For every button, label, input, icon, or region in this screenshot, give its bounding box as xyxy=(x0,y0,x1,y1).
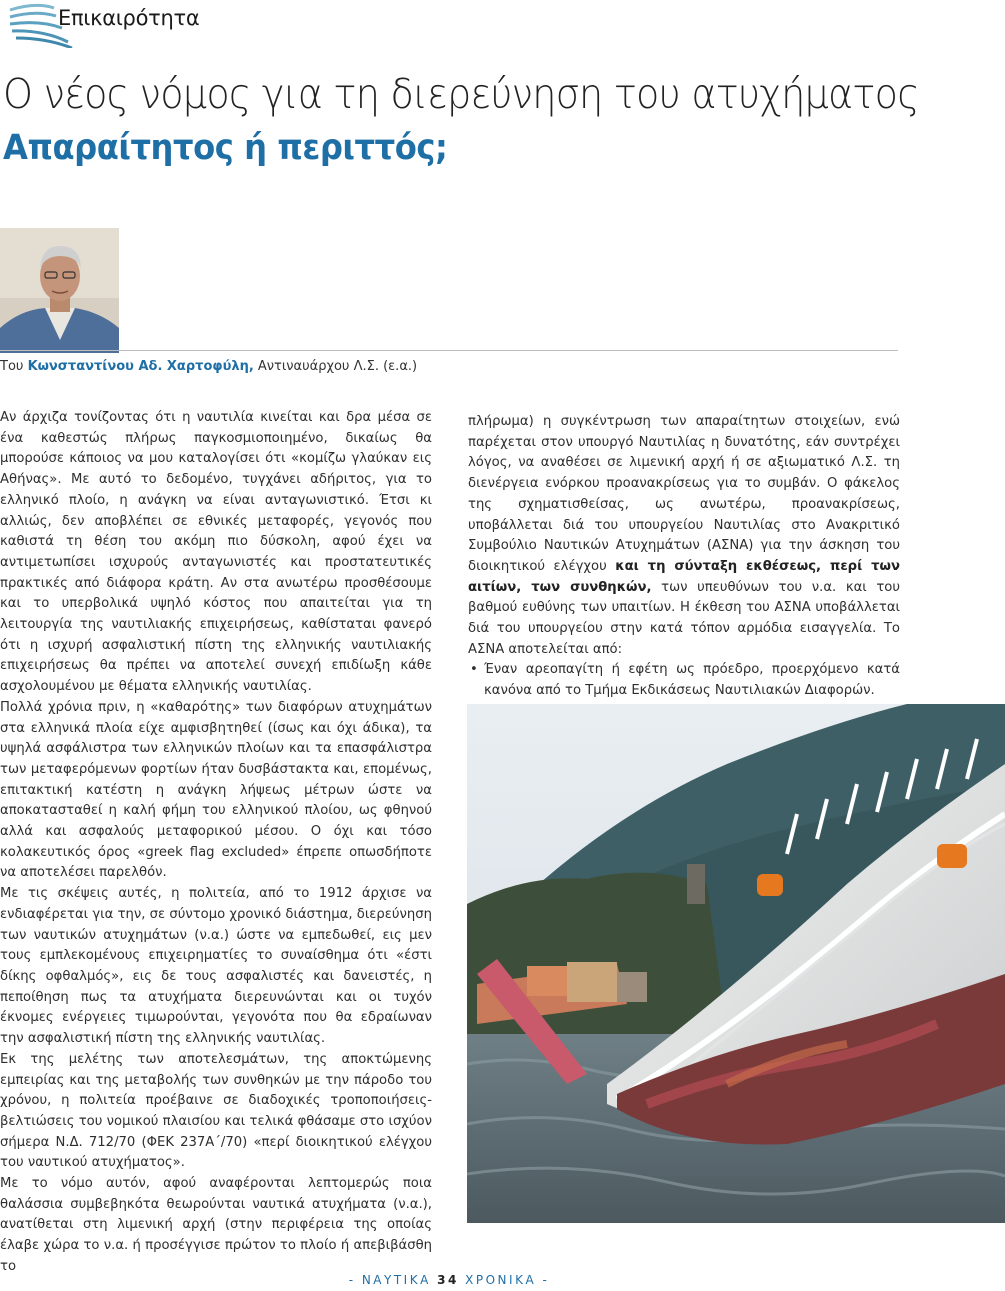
paragraph: Εκ της μελέτης των αποτελεσμάτων, της αποκτώμενης εμπειρίας και της μεταβολής των συνθηκών με την πάροδο του χρόνου, η πολιτεία προέβαινε σε διαδοχικές τροποποιήσεις-βελτιώσεις του νομικού πλαισίου και τελικά φθάσαμε στο ισχύον σήμερα Ν.Δ. 712/70 (ΦΕΚ 237Α΄/70) «περί διοικητικού ελέγχου του ναυτικού ατυχήματος». xyxy=(0,1051,432,1171)
article-right-column xyxy=(468,412,900,702)
footer-right: ΧΡΟΝΙΚΑ - xyxy=(465,1273,550,1287)
byline-role: Αντιναυάρχου Λ.Σ. (ε.α.) xyxy=(257,359,418,374)
byline-divider xyxy=(0,350,898,351)
paragraph xyxy=(468,412,900,660)
text-run-bold: και τη σύνταξη εκθέσεως, περί των αιτίων, των συνθηκών, xyxy=(468,558,900,595)
paragraph: Πολλά χρόνια πριν, η «καθαρότης» των διαφόρων ατυχημάτων στα ελληνικά πλοία είχε αμφισβητηθεί (ίσως και όχι άδικα), τα υψηλά ασφάλιστρα των ελληνικών πλοίων και τα επασφάλιστρα των μεταφερόμενων φορτίων ήταν δυσβάστακτα και, επομένως, επιτακτική κατέστη η ανάγκη λήψεως μέτρων ώστε να αποκατασταθεί η καλή φήμη του ελληνικού πλοίου, ως φθηνού αλλά και ασφαλούς μεταφορικού μέσου. Ο όχι και τόσο κολακευτικός όρος «greek flag excluded» έπρεπε οπωσδήποτε να αποτελέσει παρελθόν. xyxy=(0,699,432,881)
byline-author: Κωνσταντίνου Αδ. Χαρτοφύλη, xyxy=(27,359,254,374)
article-subheadline: Απαραίτητος ή περιττός; xyxy=(3,128,448,168)
paragraph: Με το νόμο αυτόν, αφού αναφέρονται λεπτομερώς ποια θαλάσσια συμβεβηκότα θεωρούνται ναυτικά ατυχήματα (ν.α.), ανατίθεται στη λιμενική αρχή (στην περιφέρεια της οποίας έλαβε χώρα το ν.α. ή προσέγγισε πρώτον το πλοίο ή απεβιβάσθη το xyxy=(0,1176,432,1274)
text-run: των υπευθύνων του ν.α. και του βαθμού ευθύνης των υπαιτίων. Η έκθεση του ΑΣΝΑ υποβάλλεται διά του υπουργείου στην κατά τόπον αρμόδια εισαγγελία. Το ΑΣΝΑ αποτελείται από: xyxy=(468,579,901,657)
capsized-ship-photo xyxy=(467,704,1005,1223)
article-left-column xyxy=(0,408,432,1278)
section-title: Επικαιρότητα xyxy=(58,6,200,30)
page-footer xyxy=(0,1273,898,1287)
paragraph: Με τις σκέψεις αυτές, η πολιτεία, από το 1912 άρχισε να ενδιαφέρεται για την, σε σύντομο χρονικό διάστημα, διερεύνηση των ναυτικών ατυχημάτων (ν.α.) ώστε να εμπεδωθεί, εις μεν τους εμπλεκομένους επιχειρηματίες το συναίσθημα ότι «έστι δίκης οφθαλμός», εις δε τους ασφαλιστές και δανειστές, η πεποίθηση πως τα ατυχήματα διερευνώνται και οι τυχόν έκνομες ενέργειες τιμωρούνται, γεγονότα που θα εδραίωναν την ασφαλιστική πίστη της ελληνικής ναυτιλίας. xyxy=(0,886,432,1047)
byline xyxy=(0,359,417,374)
bullet-item: • Έναν αρεοπαγίτη ή εφέτη ως πρόεδρο, προερχόμενο κατά κανόνα από το Τμήμα Εκδικάσεως Ναυτιλιακών Διαφορών. xyxy=(484,660,900,701)
footer-left: - ΝΑΥΤΙΚΑ xyxy=(348,1273,431,1287)
byline-prefix: Του xyxy=(0,359,24,374)
page-number: 34 xyxy=(437,1273,459,1287)
text-run: πλήρωμα) η συγκέντρωση των απαραίτητων στοιχείων, ενώ παρέχεται στον υπουργό Ναυτιλίας η δυνατότης, εάν συντρέχει λόγος, να αναθέσει σε λιμενική αρχή ή σε αξιωματικό Λ.Σ. τη διενέργεια ενόρκου προανακρίσεως για το συμβάν. Ο φάκελος της σχηματισθείσας, ως ανωτέρω, προανακρίσεως, υποβάλλεται διά του υπουργείου Ναυτιλίας στο Ανακριτικό Συμβούλιο Ναυτικών Ατυχημάτων (ΑΣΝΑ) για την άσκηση του διοικητικού ελέγχου xyxy=(468,414,900,574)
bullet-list xyxy=(468,660,900,701)
author-photo xyxy=(0,228,119,353)
paragraph: Αν άρχιζα τονίζοντας ότι η ναυτιλία κινείται και δρα μέσα σε ένα καθεστώς πλήρως παγκοσμιοποιημένο, δικαίως θα μπορούσε κάποιος να μου καταλογίσει ότι «κομίζω γλαύκαν εις Αθήνας». Με αυτό το δεδομένο, τυγχάνει αδήριτος, για το ελληνικό πλοίο, η ανάγκη να είναι ανταγωνιστικό. Έτσι κι αλλιώς, δεν αποβλέπει σε εθνικές μεταφορές, γεγονός που καθιστά τη θέση του ακόμη πιο δύσκολη, αφού έχει να αντιμετωπίσει ισχυρούς ανταγωνιστές και προστατευτικές πρακτικές από διάφορα κράτη. Αν στα ανωτέρω προσθέσουμε και το υπερβολικά υψηλό κόστος που απαιτείται για τη λειτουργία της ναυτιλιακής επιχειρήσεως, καθίσταται φανερό ότι η ισχυρή ασφαλιστική πίστη της ελληνικής ναυτιλιακής επιχειρήσεως θα πρέπει να αποτελεί συνεχή επιδίωξη κάθε ασχολουμένου με θέματα ελληνικής ναυτιλίας. xyxy=(0,410,432,695)
article-headline: Ο νέος νόμος για τη διερεύνηση του ατυχήματος xyxy=(3,70,919,118)
